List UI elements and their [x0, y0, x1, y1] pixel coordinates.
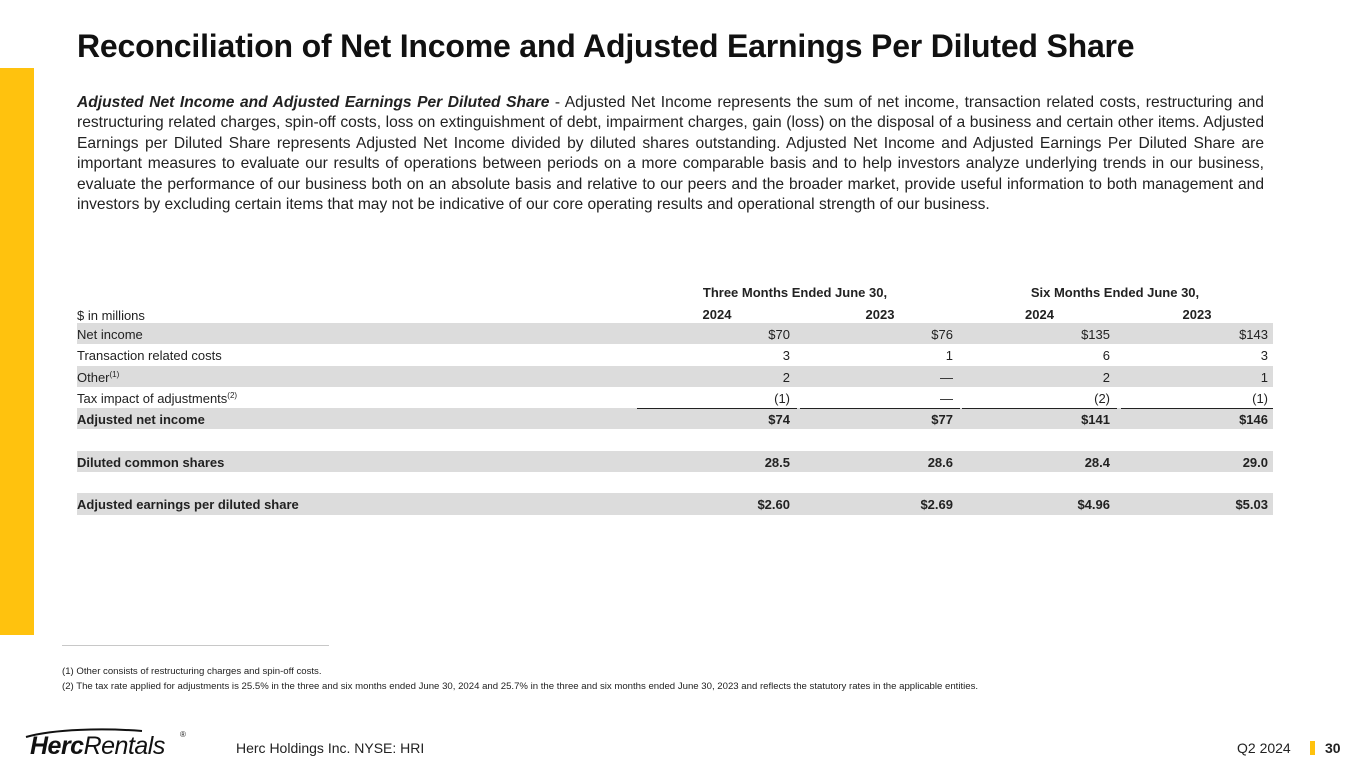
row-label: Diluted common shares — [77, 454, 225, 470]
cell: $77 — [931, 412, 953, 428]
unit-label: $ in millions — [77, 308, 145, 323]
cell: $146 — [1239, 412, 1268, 428]
table-row — [77, 366, 1273, 387]
intro-body: - Adjusted Net Income represents the sum of net income, transaction related costs, restructuring and restructuring related charges, spin-off costs, loss on extinguishment of debt, impairment charges, gain (loss) on the disposal of a business and certain other items. Adjusted Earnings per Diluted Share represents Adjusted Net Income divided by diluted shares outstanding. Adjusted Net Income and Adjusted Earnings Per Diluted Share are important measures to evaluate our results of operations between periods on a more comparable basis and to help investors analyze underlying trends in our business, evaluate the performance of our business both on an absolute basis and relative to our peers and the broader market, provide useful information to both management and investors by excluding certain items that may not be indicative of our core operating results and operational strength of our business. — [77, 94, 1264, 214]
table-row — [77, 323, 1273, 344]
footnote-2: (2) The tax rate applied for adjustments is 25.5% in the three and six months ended June 30, 2024 and 25.7% in the three and six months ended June 30, 2023 and reflects the statutory rates in the applicable entities. — [62, 681, 979, 692]
cell: $76 — [931, 327, 953, 342]
row-label — [77, 370, 119, 385]
cell: 3 — [1260, 348, 1268, 364]
row-label-text: Other — [77, 369, 110, 385]
cell: — — [940, 390, 953, 406]
logo-wordmark — [30, 732, 165, 761]
cell: 28.5 — [764, 454, 790, 470]
table-row — [77, 387, 1273, 408]
year-header: 2023 — [1121, 307, 1273, 325]
cell: 28.4 — [1084, 454, 1110, 470]
row-label: Transaction related costs — [77, 348, 222, 364]
accent-bar — [0, 68, 34, 635]
row-label: Adjusted earnings per diluted share — [77, 497, 299, 513]
table-row-total — [77, 408, 1273, 429]
cell: (1) — [774, 390, 790, 406]
table-row — [77, 493, 1273, 514]
row-label — [77, 391, 237, 406]
cell: $2.60 — [757, 497, 790, 513]
company-ticker: Herc Holdings Inc. NYSE: HRI — [236, 740, 425, 756]
table-body — [77, 323, 1273, 515]
row-label: Adjusted net income — [77, 412, 205, 428]
page-title: Reconciliation of Net Income and Adjusted Earnings Per Diluted Share — [77, 28, 1135, 64]
cell: 1 — [945, 348, 953, 364]
row-spacer — [77, 472, 1273, 493]
cell: $70 — [768, 327, 790, 342]
cell: 6 — [1102, 348, 1110, 364]
cell: (2) — [1094, 390, 1110, 406]
cell: $74 — [768, 412, 790, 428]
page-accent-mark — [1310, 741, 1315, 755]
cell: $2.69 — [920, 497, 953, 513]
cell: $141 — [1081, 412, 1110, 428]
cell: $4.96 — [1077, 497, 1110, 513]
cell: (1) — [1252, 390, 1268, 406]
quarter-label: Q2 2024 — [1237, 740, 1291, 756]
table-row — [77, 344, 1273, 365]
footnote-ref: (1) — [109, 369, 120, 379]
page-number: 30 — [1325, 740, 1341, 756]
table-row — [77, 451, 1273, 472]
row-label: Net income — [77, 327, 143, 342]
cell: 2 — [782, 369, 790, 385]
subtotal-rule — [800, 408, 960, 409]
logo-wordmark-part: Herc — [30, 732, 84, 760]
subtotal-rule — [637, 408, 797, 409]
footnote-divider — [62, 645, 329, 646]
herc-rentals-logo — [20, 728, 210, 762]
subtotal-rule — [1121, 408, 1273, 409]
year-header: 2023 — [800, 307, 960, 325]
row-label-text: Tax impact of adjustments — [77, 390, 228, 406]
footnote-1: (1) Other consists of restructuring charges and spin-off costs. — [62, 666, 322, 677]
year-header: 2024 — [962, 307, 1117, 325]
year-header: 2024 — [637, 307, 797, 325]
cell: — — [940, 369, 953, 385]
logo-wordmark-part: Rentals — [83, 732, 165, 760]
cell: 2 — [1102, 369, 1110, 385]
cell: 29.0 — [1242, 454, 1268, 470]
intro-paragraph — [77, 93, 1264, 215]
period-header-six-months: Six Months Ended June 30, — [1030, 285, 1200, 300]
registered-mark: ® — [180, 730, 186, 739]
cell: 3 — [782, 348, 790, 364]
cell: 28.6 — [927, 454, 953, 470]
cell: $135 — [1081, 327, 1110, 342]
cell: $5.03 — [1235, 497, 1268, 513]
period-header-three-months: Three Months Ended June 30, — [702, 285, 888, 300]
intro-lead: Adjusted Net Income and Adjusted Earnings Per Diluted Share — [77, 94, 550, 111]
cell: $143 — [1239, 327, 1268, 342]
footnote-ref: (2) — [227, 390, 238, 400]
cell: 1 — [1260, 369, 1268, 385]
row-spacer — [77, 429, 1273, 450]
subtotal-rule — [962, 408, 1117, 409]
